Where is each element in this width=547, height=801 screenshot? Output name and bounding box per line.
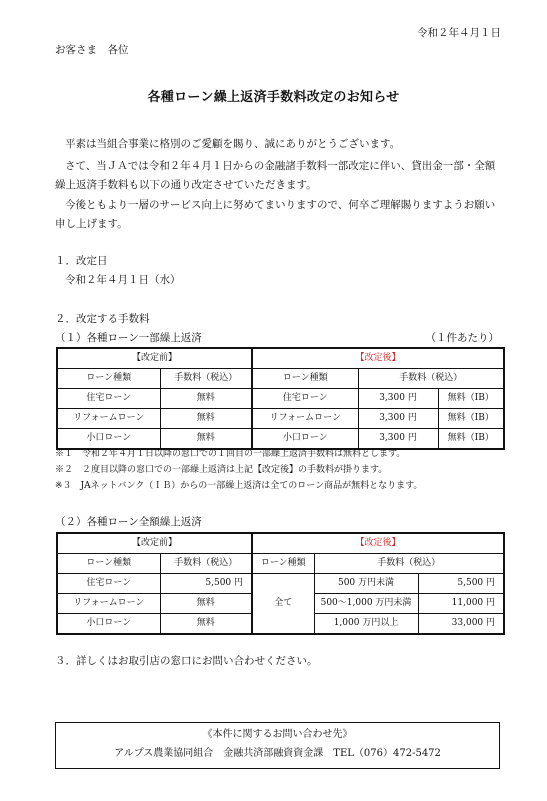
effective-date-value: 令和２年４月１日（水） [65, 274, 181, 286]
cell-amount-range: 500 万円未満 [314, 574, 418, 594]
partial-prepayment-table [56, 347, 505, 450]
cell-before-type: リフォームローン [57, 409, 160, 429]
full-prepayment-table [56, 532, 505, 635]
cell-after-fee: 5,500 円 [418, 574, 504, 594]
cell-before-type: 住宅ローン [57, 574, 160, 594]
greeting-paragraph: 平素は当組合事業に格別のご愛顧を賜り、誠にありがとうございます。 [65, 138, 401, 150]
cell-after-fee: 3,300 円 [358, 409, 438, 429]
cell-before-fee: 5,500 円 [160, 574, 252, 594]
col-loan-type-after: ローン種類 [252, 369, 358, 389]
col-fee-after: 手数料（税込） [358, 369, 504, 389]
cell-all-loan-types: 全て [252, 574, 314, 635]
after-label: 【改定後】 [252, 348, 504, 369]
section-inquiry-heading: ３．詳しくはお取引店の窓口にお問い合わせください。 [55, 655, 318, 667]
cell-before-fee: 無料 [160, 409, 252, 429]
cell-after-fee: 3,300 円 [358, 429, 438, 450]
per-case-note: （１件あたり） [425, 332, 499, 344]
cell-after-type: リフォームローン [252, 409, 358, 429]
cell-after-type: 住宅ローン [252, 389, 358, 409]
col-loan-type: ローン種類 [57, 554, 160, 574]
cell-after-fee: 3,300 円 [358, 389, 438, 409]
table-row [57, 389, 504, 409]
col-fee: 手数料（税込） [160, 554, 252, 574]
contact-details: アルプス農業協同組合 金融共済部融資資金課 TEL（076）472-5472 [114, 748, 441, 759]
table-row [57, 429, 504, 450]
footnote-2: ※２ ２度目以降の窓口での一部繰上返済は上記【改定後】の手数料が掛ります。 [55, 465, 388, 475]
cell-before-type: 住宅ローン [57, 389, 160, 409]
footnote-3: ※３ JAネットバンク（ＩＢ）からの一部繰上返済は全てのローン商品が無料となります。 [55, 481, 423, 491]
cell-before-fee: 無料 [160, 614, 252, 635]
after-label: 【改定後】 [252, 533, 504, 554]
table-row [57, 409, 504, 429]
cell-before-type: リフォームローン [57, 594, 160, 614]
addressee: お客さま 各位 [55, 44, 129, 56]
col-loan-type-after: ローン種類 [252, 554, 314, 574]
full-prepayment-heading: （２）各種ローン全額繰上返済 [55, 516, 202, 528]
announcement-paragraph: さて、当ＪＡでは令和２年４月１日からの金融諸手数料一部改定に伴い、貸出金一部・全額繰上返済手数料も以下の通り改定させていただきます。 [55, 160, 496, 191]
cell-after-fee: 33,000 円 [418, 614, 504, 635]
contact-box [55, 722, 500, 769]
partial-prepayment-heading: （１）各種ローン一部繰上返済 [55, 332, 202, 344]
section-fees-heading: ２．改定する手数料 [55, 313, 150, 325]
col-fee-after: 手数料（税込） [314, 554, 504, 574]
cell-amount-range: 500～1,000 万円未満 [314, 594, 418, 614]
contact-title: 《本件に関するお問い合わせ先》 [202, 729, 353, 740]
cell-before-type: 小口ローン [57, 614, 160, 635]
cell-before-fee: 無料 [160, 429, 252, 450]
table-row [57, 574, 504, 594]
before-label: 【改定前】 [57, 533, 252, 554]
cell-after-ib: 無料（IB） [438, 409, 504, 429]
closing-paragraph: 今後ともより一層のサービス向上に努めてまいりますので、何卒ご理解賜りますようお願い申し上げます。 [55, 199, 496, 230]
cell-after-ib: 無料（IB） [438, 389, 504, 409]
cell-after-fee: 11,000 円 [418, 594, 504, 614]
document-date: 令和２年４月１日 [417, 27, 501, 39]
cell-amount-range: 1,000 万円以上 [314, 614, 418, 635]
before-label: 【改定前】 [57, 348, 252, 369]
cell-after-ib: 無料（IB） [438, 429, 504, 450]
section-effective-date-heading: １．改定日 [55, 255, 108, 267]
col-loan-type: ローン種類 [57, 369, 160, 389]
cell-before-fee: 無料 [160, 389, 252, 409]
cell-after-type: 小口ローン [252, 429, 358, 450]
footnote-1: ※１ 令和２年４月１日以降の窓口での１回目の一部繰上返済手数料は無料とします。 [55, 449, 406, 459]
cell-before-fee: 無料 [160, 594, 252, 614]
cell-before-type: 小口ローン [57, 429, 160, 450]
page-title: 各種ローン繰上返済手数料改定のお知らせ [147, 90, 400, 105]
col-fee: 手数料（税込） [160, 369, 252, 389]
